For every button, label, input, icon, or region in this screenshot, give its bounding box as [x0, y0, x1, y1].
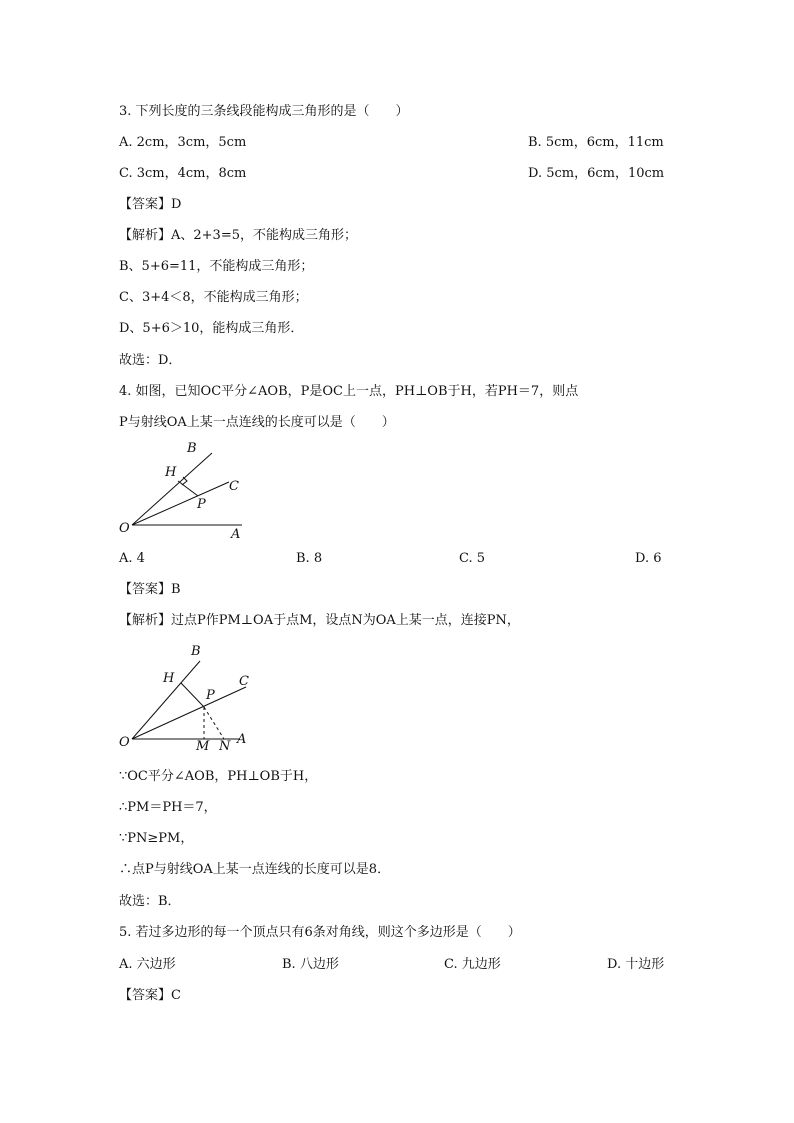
segment-ph — [181, 683, 204, 707]
q3-option-a: A. 2cm，3cm，5cm — [119, 135, 247, 150]
q3-analysis-4: D、5+6＞10，能构成三角形． — [119, 321, 304, 336]
label-o: O — [119, 735, 130, 750]
q3-analysis-1: 【解析】A、2+3=5，不能构成三角形； — [119, 228, 357, 243]
q5-option-c: C. 九边形 — [444, 957, 501, 972]
label-p: P — [206, 688, 215, 703]
q3-stem: 3. 下列长度的三条线段能构成三角形的是（ ） — [119, 104, 409, 119]
q4-stem-line1: 4. 如图，已知OC平分∠AOB，P是OC上一点，PH⊥OB于H，若PH＝7，则点 — [119, 384, 579, 399]
q5-stem: 5. 若过多边形的每一个顶点只有6条对角线，则这个多边形是（ ） — [119, 925, 521, 940]
q5-option-b: B. 八边形 — [282, 957, 339, 972]
label-h: H — [163, 671, 175, 686]
label-h: H — [165, 465, 177, 480]
q4-option-a: A. 4 — [119, 551, 145, 566]
q3-answer: 【答案】D — [119, 197, 182, 212]
q4-reason-1: ∵OC平分∠AOB，PH⊥OB于H， — [119, 769, 318, 784]
label-b: B — [191, 644, 201, 659]
label-a: A — [237, 732, 247, 747]
q3-option-c: C. 3cm，4cm，8cm — [119, 166, 247, 181]
label-c: C — [239, 674, 249, 689]
q4-reason-4: ∴点P与射线OA上某一点连线的长度可以是8． — [119, 862, 391, 877]
q5-option-a: A. 六边形 — [119, 957, 176, 972]
q4-stem-line2: P与射线OA上某一点连线的长度可以是（ ） — [119, 415, 395, 430]
q3-analysis-3: C、3+4＜8，不能构成三角形； — [119, 290, 308, 305]
q4-choice: 故选：B． — [119, 894, 181, 909]
label-n: N — [219, 739, 231, 754]
q4-option-d: D. 6 — [635, 551, 662, 566]
q3-analysis-2: B、5+6=11，不能构成三角形； — [119, 259, 314, 274]
label-o: O — [119, 521, 130, 536]
q4-reason-2: ∴PM＝PH＝7， — [119, 800, 217, 815]
label-c: C — [229, 479, 239, 494]
q4-option-b: B. 8 — [296, 551, 323, 566]
label-m: M — [196, 739, 210, 754]
ray-oc — [132, 687, 246, 739]
q3-choice: 故选：D． — [119, 353, 182, 368]
label-p: P — [197, 497, 206, 512]
label-b: B — [187, 441, 197, 456]
q3-option-d: D. 5cm，6cm，10cm — [528, 166, 665, 181]
label-a: A — [231, 527, 241, 542]
q4-reason-3: ∵PN≥PM， — [119, 831, 194, 846]
q4-answer: 【答案】B — [119, 582, 181, 597]
segment-pn — [204, 707, 224, 739]
q5-answer: 【答案】C — [119, 988, 181, 1003]
q3-option-b: B. 5cm，6cm，11cm — [528, 135, 664, 150]
q4-analysis-1: 【解析】过点P作PM⊥OA于点M，设点N为OA上某一点，连接PN， — [119, 613, 520, 628]
q5-option-d: D. 十边形 — [607, 957, 665, 972]
q4-option-c: C. 5 — [459, 551, 486, 566]
